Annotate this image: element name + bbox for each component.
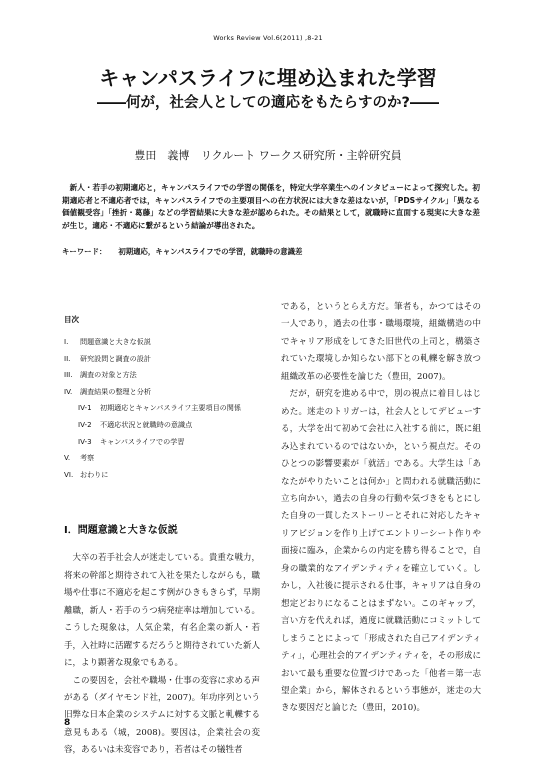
toc-item-number: I. [64, 337, 69, 346]
section-heading: I．問題意識と大きな仮説 [64, 525, 178, 537]
toc-item-number: VI. [64, 469, 74, 479]
toc-item [64, 351, 260, 368]
author-line [0, 147, 536, 163]
toc-item [64, 450, 260, 467]
keywords [62, 246, 480, 257]
toc-item [64, 467, 260, 484]
toc-item-number: IV-1 [78, 403, 92, 413]
toc-item-number: IV. [64, 386, 73, 396]
right-column [281, 299, 481, 718]
body-paragraph: である，というとらえ方だ。筆者も，かつてはその一人であり，過去の仕事・職場環境，組織構造の中でキャリア形成をしてきた旧世代の上司と，構築されていた環境しか知らない部下との軋轢を解き放つ組織改革の必要性を論じた（豊田，2007)。 [281, 302, 481, 382]
toc-item-label: 初期適応とキャンパスライフ主要項目の関係 [100, 403, 241, 413]
table-of-contents [64, 334, 260, 483]
toc-item [64, 434, 260, 451]
toc-item-label: 研究設問と調査の設計 [80, 353, 151, 363]
paper-subtitle: ――何が，社会人としての適応をもたらすのか?―― [97, 95, 439, 111]
keywords-label: キーワード： [62, 247, 107, 256]
abstract: 新人・若手の初期適応と，キャンパスライフでの学習の関係を，特定大学卒業生へのインタビューによって探究した。初期適応者と不適応者では，キャンパスライフでの主要項目への在方状況には大きな差はないが，「PDSサイクル」「異なる価値観受容」「挫折・葛藤」などの学習結果に大きな差が認められた。その結果として，就職時に直面する現実に大きな差が生じ，適応・不適応に繋がるという結論が導出された。 [62, 183, 480, 230]
toc-item [64, 334, 260, 351]
toc-item [64, 417, 260, 434]
toc-item [64, 384, 260, 401]
toc-item [64, 400, 260, 417]
running-header: Works Review Vol.6(2011) ,8-21 [213, 34, 323, 42]
toc-item-label: 問題意識と大きな仮説 [80, 337, 151, 346]
author-affiliation: リクルート ワークス研究所・主幹研究員 [200, 149, 402, 162]
toc-item-label: 不適応状況と就職時の意識点 [100, 419, 193, 429]
toc-item-number: III. [64, 370, 73, 380]
toc-item-number: IV-2 [78, 419, 92, 429]
body-paragraph: この要因を，会社や職場・仕事の変容に求める声がある（ダイヤモンド社，2007)。年功序列という旧弊な日本企業のシステムに対する文脈と軋轢する意見もある（城，2008)。要因は，企業社会の変容，あるいは未変容であり，若者はその犠牲者 [64, 675, 260, 756]
toc-item-label: 調査の対象と方法 [80, 370, 137, 380]
page-number: 8 [64, 718, 71, 728]
toc-item-label: 調査結果の整理と分析 [80, 386, 151, 396]
paper-title: キャンパスライフに埋め込まれた学習 [99, 66, 437, 90]
body-paragraph: 大卒の若手社会人が迷走している。貴重な戦力，将来の幹部と期待されて入社を果たしながらも，職場や仕事に不適応を起こす例がひきもきらず，早期離職，新人・若手のうつ病発症率は増加している。こうした現象は，人気企業，有名企業の新人・若手，入社時に活躍するだろうと期待されていた新人に，より顕著な現象でもある。 [64, 553, 260, 669]
toc-item-number: II. [64, 353, 71, 363]
toc-title: 目次 [64, 315, 79, 324]
toc-item-label: おわりに [80, 469, 109, 479]
toc-item-number: V. [64, 453, 71, 463]
toc-item-number: IV-3 [78, 436, 92, 446]
body-paragraph: だが，研究を進める中で，別の視点に着目しはじめた。迷走のトリガーは，社会人としてデビューする，大学を出て初めて会社に入社する前に，既に組み込まれているのではないか，という視点だ。そのひとつの影響要素が「就活」である。大学生は「あなたがやりたいことは何か」と問われる就職活動に立ち向かい，過去の自身の行動や気づきをもとにした自身の一貫したストーリーとそれに対応したキャリアビジョンを作り上げてエントリーシート作りや面接に臨み，企業からの内定を勝ち得ることで，自身の職業的なアイデンティティを確立していく。しかし，入社後に提示される仕事，キャリアは自身の想定どおりになることはまずない。このギャップ，言い方を代えれば，過度に就職活動にコミットしてしまうことによって「形成された自己アイデンティティ」，心理社会的アイデンティティを，その形成において最も重要な位置づけであった「他者＝第一志望企業」から，解体されるという事態が，迷走の大きな要因だと論じた（豊田，2010)。 [281, 389, 481, 714]
keywords-text: 初期適応，キャンパスライフでの学習，就職時の意識差 [118, 247, 303, 256]
section-body [64, 550, 260, 759]
toc-item [64, 367, 260, 384]
author-name: 豊田 義博 [134, 149, 190, 162]
toc-item-label: 考察 [80, 453, 95, 463]
left-column [64, 314, 260, 760]
toc-item-label: キャンパスライフでの学習 [100, 436, 185, 446]
